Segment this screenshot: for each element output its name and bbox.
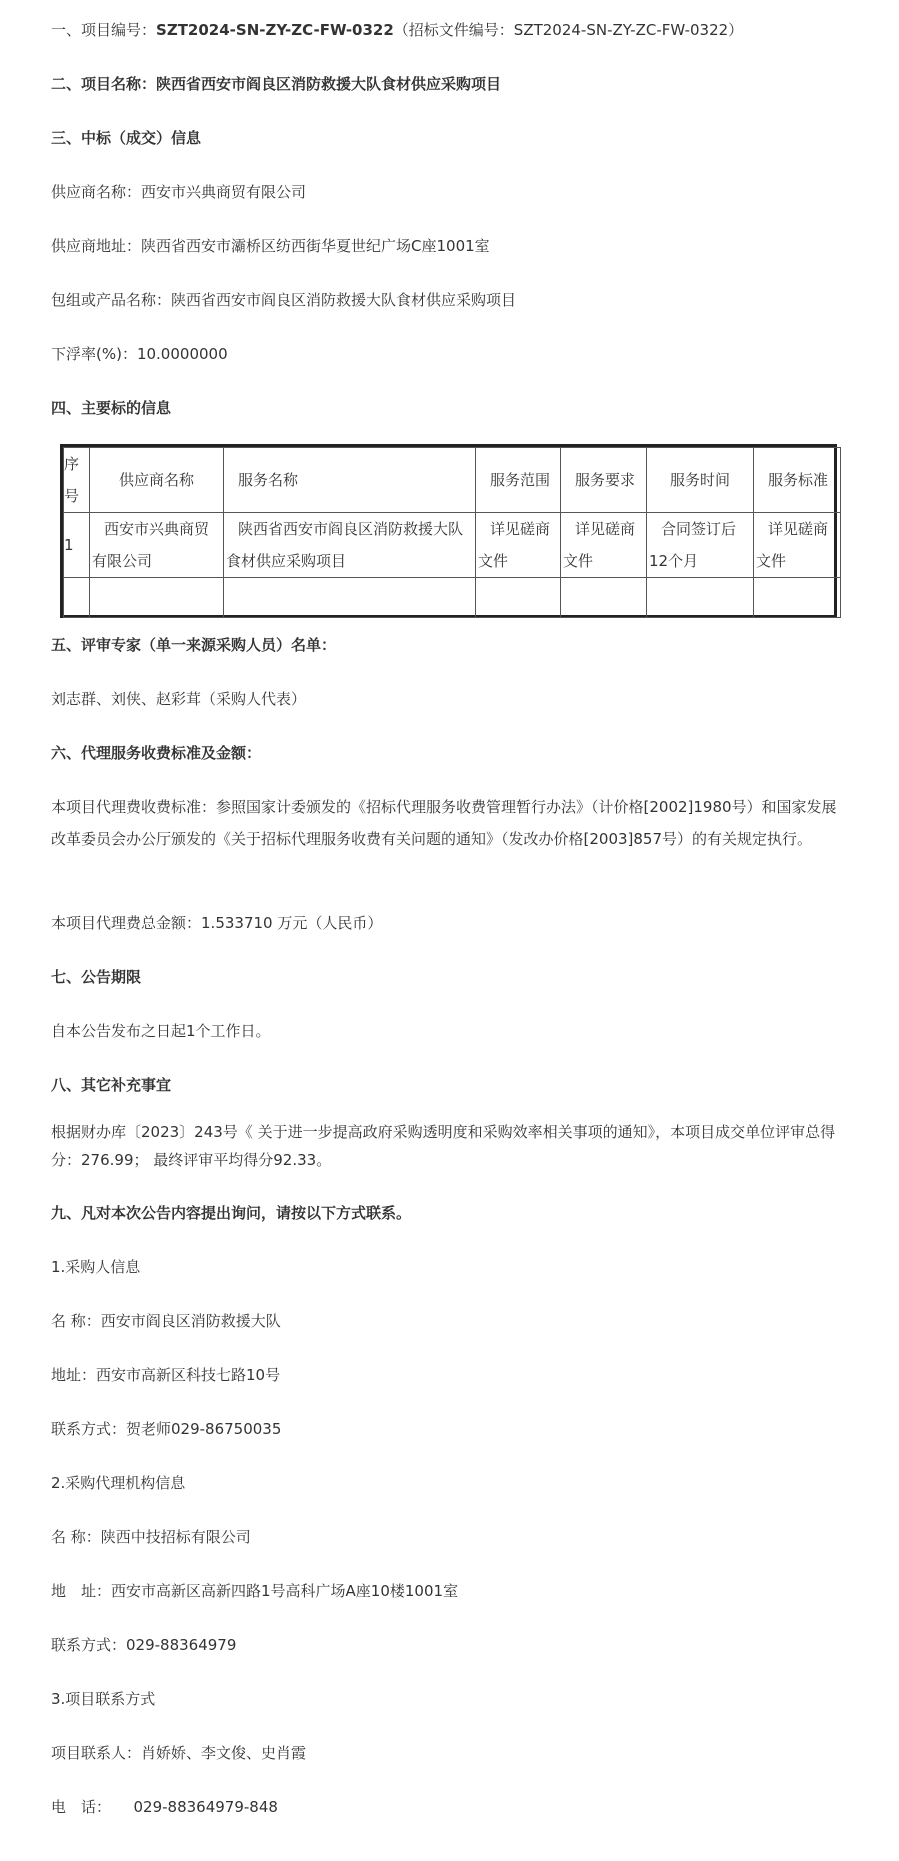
cell-time: 合同签订后12个月 [647,513,754,578]
agency-address: 地 址：西安市高新区高新四路1号高科广场A座10楼1001室 [51,1582,459,1600]
empty-cell [90,578,224,618]
cell-scope: 详见磋商文件 [476,513,561,578]
agency-contact: 联系方式：029-88364979 [51,1636,237,1654]
empty-cell [224,578,476,618]
project-number-code: SZT2024-SN-ZY-ZC-FW-0322 [156,21,394,39]
header-cell-scope: 服务范围 [476,448,561,513]
cell-index: 1 [64,513,90,578]
header-cell-requirement: 服务要求 [561,448,647,513]
cell-supplier: 西安市兴典商贸有限公司 [90,513,224,578]
project-contact-people: 项目联系人：肖娇娇、李文俊、史肖霞 [51,1744,307,1762]
purchaser-address: 地址：西安市高新区科技七路10号 [51,1366,281,1384]
supplier-name: 供应商名称：西安市兴典商贸有限公司 [51,183,307,201]
project-contact-phone: 电 话： 029-88364979-848 [51,1798,278,1816]
notice-period-text: 自本公告发布之日起1个工作日。 [51,1022,271,1040]
empty-cell [64,578,90,618]
notice-period-heading: 七、公告期限 [51,968,142,986]
contact-heading: 九、凡对本次公告内容提出询问，请按以下方式联系。 [51,1204,412,1222]
header-cell-time: 服务时间 [647,448,754,513]
header-cell-supplier: 供应商名称 [90,448,224,513]
supplementary-text: 根据财办库〔2023〕243号《 关于进一步提高政府采购透明度和采购效率相关事项的通知》，本项目成交单位评审总得分：276.99； 最终评审平均得分92.33。 [51,1123,836,1169]
main-subject-heading: 四、主要标的信息 [51,399,172,417]
header-cell-standard: 服务标准 [754,448,841,513]
project-contact-title: 3.项目联系方式 [51,1690,156,1708]
package-name: 包组或产品名称：陕西省西安市阎良区消防救援大队食材供应采购项目 [51,291,517,309]
cell-standard: 详见磋商文件 [754,513,841,578]
subject-table [60,444,837,618]
discount-rate: 下浮率(%)：10.0000000 [51,345,228,363]
award-info-heading: 三、中标（成交）信息 [51,129,202,147]
cell-requirement: 详见磋商文件 [561,513,647,578]
supplementary-heading: 八、其它补充事宜 [51,1076,172,1094]
agency-info-title: 2.采购代理机构信息 [51,1474,186,1492]
purchaser-name: 名 称：西安市阎良区消防救援大队 [51,1312,281,1330]
empty-cell [476,578,561,618]
agency-fee-standard: 本项目代理费收费标准：参照国家计委颁发的《招标代理服务收费管理暂行办法》（计价格[2002]1980号）和国家发展改革委员会办公厅颁发的《关于招标代理服务收费有关问题的通知》（发改办价格[2003]857号）的有关规定执行。 [51,798,837,848]
tender-doc-number: （招标文件编号：SZT2024-SN-ZY-ZC-FW-0322） [393,21,744,39]
agency-fee-amount: 本项目代理费总金额：1.533710 万元（人民币） [51,914,383,932]
table-empty-row [64,578,841,618]
agency-name: 名 称：陕西中技招标有限公司 [51,1528,251,1546]
header-cell-index: 序号 [64,448,90,513]
header-cell-service-name: 服务名称 [224,448,476,513]
purchaser-contact: 联系方式：贺老师029-86750035 [51,1420,282,1438]
table-header-row [64,448,841,513]
supplier-address: 供应商地址：陕西省西安市灞桥区纺西街华夏世纪广场C座1001室 [51,237,490,255]
project-number-prefix: 一、项目编号： [51,21,157,39]
empty-cell [647,578,754,618]
project-name-heading: 二、项目名称：陕西省西安市阎良区消防救援大队食材供应采购项目 [51,75,502,93]
purchaser-info-title: 1.采购人信息 [51,1258,141,1276]
experts-heading: 五、评审专家（单一来源采购人员）名单： [51,636,337,654]
empty-cell [754,578,841,618]
agency-fee-heading: 六、代理服务收费标准及金额： [51,744,262,762]
cell-service-name: 陕西省西安市阎良区消防救援大队食材供应采购项目 [224,513,476,578]
project-number-line [51,20,851,40]
table-row [64,513,841,578]
experts-list: 刘志群、刘侠、赵彩茸（采购人代表） [51,690,307,708]
empty-cell [561,578,647,618]
